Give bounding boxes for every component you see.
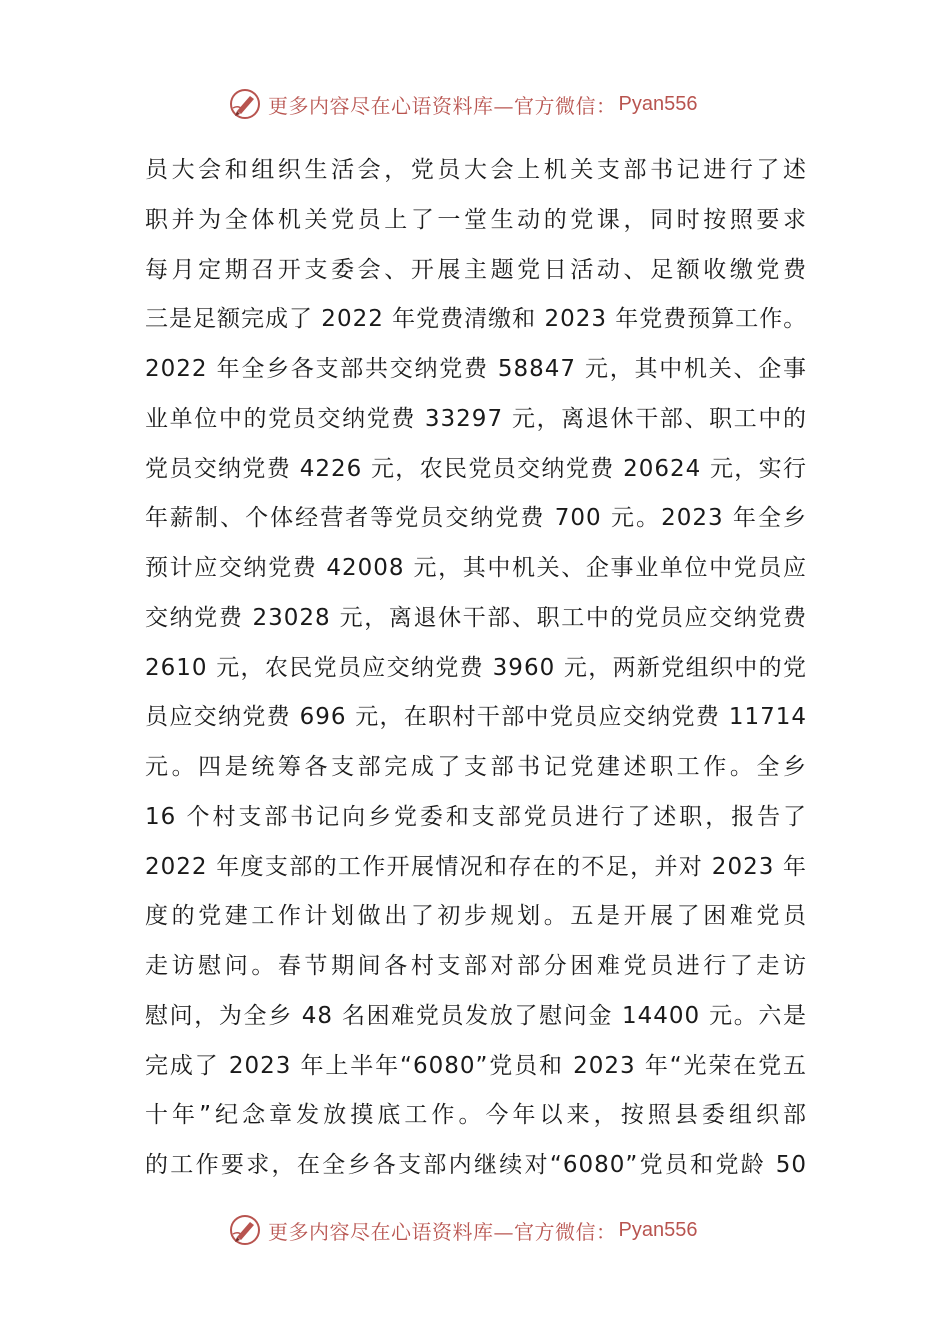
body-line: 预计应交纳党费 42008 元，其中机关、企事业单位中党员应 xyxy=(145,555,807,581)
watermark-handle: Pyan556 xyxy=(618,92,698,115)
body-line: 业单位中的党员交纳党费 33297 元，离退休干部、职工中的 xyxy=(145,405,807,432)
pen-logo-icon xyxy=(228,1213,262,1247)
body-line: 员大会和组织生活会，党员大会上机关支部书记进行了述 xyxy=(145,157,807,183)
body-line: 员应交纳党费 696 元，在职村干部中党员应交纳党费 11714 xyxy=(145,704,807,731)
document-body xyxy=(145,146,807,1191)
body-line: 职并为全体机关党员上了一堂生动的党课，同时按照要求 xyxy=(145,206,807,233)
body-line: 元。四是统筹各支部完成了支部书记党建述职工作。全乡 xyxy=(145,754,807,780)
body-line: 度的党建工作计划做出了初步规划。五是开展了困难党员 xyxy=(145,903,807,930)
body-line: 每月定期召开支委会、开展主题党日活动、足额收缴党费 xyxy=(145,256,807,283)
body-line: 慰问，为全乡 48 名困难党员发放了慰问金 14400 元。六是 xyxy=(145,1002,807,1029)
body-line: 完成了 2023 年上半年“6080”党员和 2023 年“光荣在党五 xyxy=(145,1052,807,1079)
body-line: 十年”纪念章发放摸底工作。今年以来，按照县委组织部 xyxy=(145,1102,807,1129)
body-line: 16 个村支部书记向乡党委和支部党员进行了述职，报告了 xyxy=(145,803,807,830)
body-line: 2610 元，农民党员应交纳党费 3960 元，两新党组织中的党 xyxy=(145,654,807,681)
body-line: 2022 年度支部的工作开展情况和存在的不足，并对 2023 年 xyxy=(145,853,807,880)
header-watermark xyxy=(228,84,697,124)
watermark-text: 更多内容尽在心语资料库—官方微信： xyxy=(268,1219,617,1244)
body-line: 三是足额完成了 2022 年党费清缴和 2023 年党费预算工作。 xyxy=(145,306,808,333)
body-line: 2022 年全乡各支部共交纳党费 58847 元，其中机关、企事 xyxy=(145,356,807,382)
pen-logo-icon xyxy=(228,87,262,121)
body-line: 的工作要求，在全乡各支部内继续对“6080”党员和党龄 50 xyxy=(145,1152,807,1178)
body-line: 走访慰问。春节期间各村支部对部分困难党员进行了走访 xyxy=(145,953,807,979)
body-line: 年薪制、个体经营者等党员交纳党费 700 元。2023 年全乡 xyxy=(145,505,807,532)
body-line: 交纳党费 23028 元，离退休干部、职工中的党员应交纳党费 xyxy=(145,604,807,631)
body-line: 党员交纳党费 4226 元，农民党员交纳党费 20624 元，实行 xyxy=(145,455,807,482)
footer-watermark xyxy=(228,1210,697,1250)
watermark-handle: Pyan556 xyxy=(618,1218,698,1241)
watermark-text: 更多内容尽在心语资料库—官方微信： xyxy=(268,93,617,118)
